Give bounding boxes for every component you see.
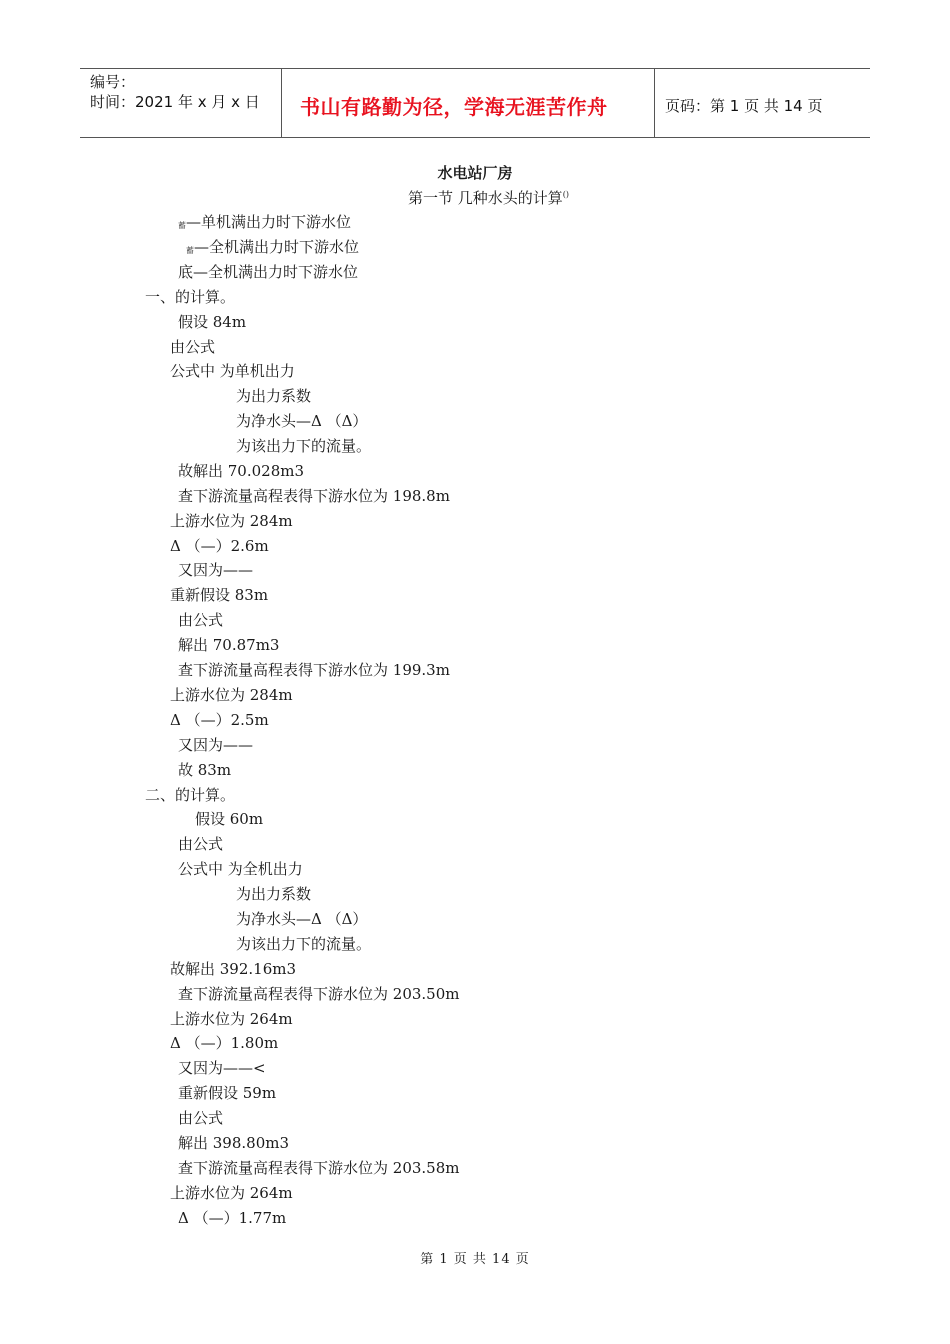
body-line: 由公式 — [178, 835, 224, 853]
body-line: 故解出 392.16m3 — [170, 960, 297, 978]
body-line: 上游水位为 284m — [170, 686, 293, 704]
header-divider — [281, 69, 282, 137]
body-line: 假设 60m — [195, 810, 264, 828]
body-line: Δ （—）1.77m — [178, 1209, 287, 1227]
body-line: 查下游流量高程表得下游水位为 198.8m — [178, 487, 450, 505]
header-divider — [654, 69, 655, 137]
subtitle-superscript: () — [562, 190, 570, 199]
body-line: 重新假设 83m — [170, 586, 269, 604]
definition-line — [178, 213, 351, 235]
body-line: 由公式 — [178, 1109, 224, 1127]
body-line: 重新假设 59m — [178, 1084, 277, 1102]
body-line: 公式中 为全机出力 — [178, 860, 303, 878]
body-line: 为净水头—Δ （Δ） — [236, 910, 368, 928]
body-line: 为该出力下的流量。 — [236, 437, 372, 455]
definition-subscript: 蓄 — [186, 246, 194, 255]
body-line: Δ （—）1.80m — [170, 1034, 279, 1052]
body-line: 解出 70.87m3 — [178, 636, 280, 654]
body-line: 为该出力下的流量。 — [236, 935, 372, 953]
body-line: 解出 398.80m3 — [178, 1134, 290, 1152]
body-line: 上游水位为 284m — [170, 512, 293, 530]
body-line: 由公式 — [178, 611, 224, 629]
section-subtitle-text: 第一节 几种水头的计算 — [408, 189, 563, 207]
definition-line — [178, 263, 358, 285]
motto: 书山有路勤为径，学海无涯苦作舟 — [300, 95, 608, 119]
body-line: 故 83m — [178, 761, 232, 779]
body-line: 上游水位为 264m — [170, 1010, 293, 1028]
page-footer: 第 1 页 共 14 页 — [420, 1252, 530, 1267]
section-subtitle — [408, 187, 569, 208]
body-line: 查下游流量高程表得下游水位为 199.3m — [178, 661, 450, 679]
body-line: 公式中 为单机出力 — [170, 362, 295, 380]
section-heading: 二、的计算。 — [145, 786, 236, 804]
body-line: 又因为—— — [178, 736, 254, 754]
body-line: 又因为—— — [178, 561, 254, 579]
body-line: 为出力系数 — [236, 885, 312, 903]
definition-text: 底—全机满出力时下游水位 — [178, 263, 359, 281]
page-label: 页码：第 1 页 共 14 页 — [665, 97, 823, 115]
definition-subscript: 蓄 — [178, 221, 186, 230]
time-label: 时间：2021 年 x 月 x 日 — [90, 93, 260, 111]
body-line: Δ （—）2.6m — [170, 537, 269, 555]
number-label: 编号： — [90, 73, 136, 91]
body-line: Δ （—）2.5m — [170, 711, 269, 729]
definition-line — [186, 238, 359, 260]
body-line: 故解出 70.028m3 — [178, 462, 305, 480]
body-line: 上游水位为 264m — [170, 1184, 293, 1202]
body-line: 为出力系数 — [236, 387, 312, 405]
body-line: 查下游流量高程表得下游水位为 203.50m — [178, 985, 460, 1003]
body-line: 又因为——< — [178, 1059, 266, 1077]
definition-text: —单机满出力时下游水位 — [186, 213, 352, 231]
body-line: 由公式 — [170, 338, 216, 356]
body-line: 假设 84m — [178, 313, 247, 331]
section-heading: 一、的计算。 — [145, 288, 236, 306]
definition-text: —全机满出力时下游水位 — [194, 238, 360, 256]
body-line: 查下游流量高程表得下游水位为 203.58m — [178, 1159, 460, 1177]
document-title: 水电站厂房 — [437, 164, 513, 182]
body-line: 为净水头—Δ （Δ） — [236, 412, 368, 430]
